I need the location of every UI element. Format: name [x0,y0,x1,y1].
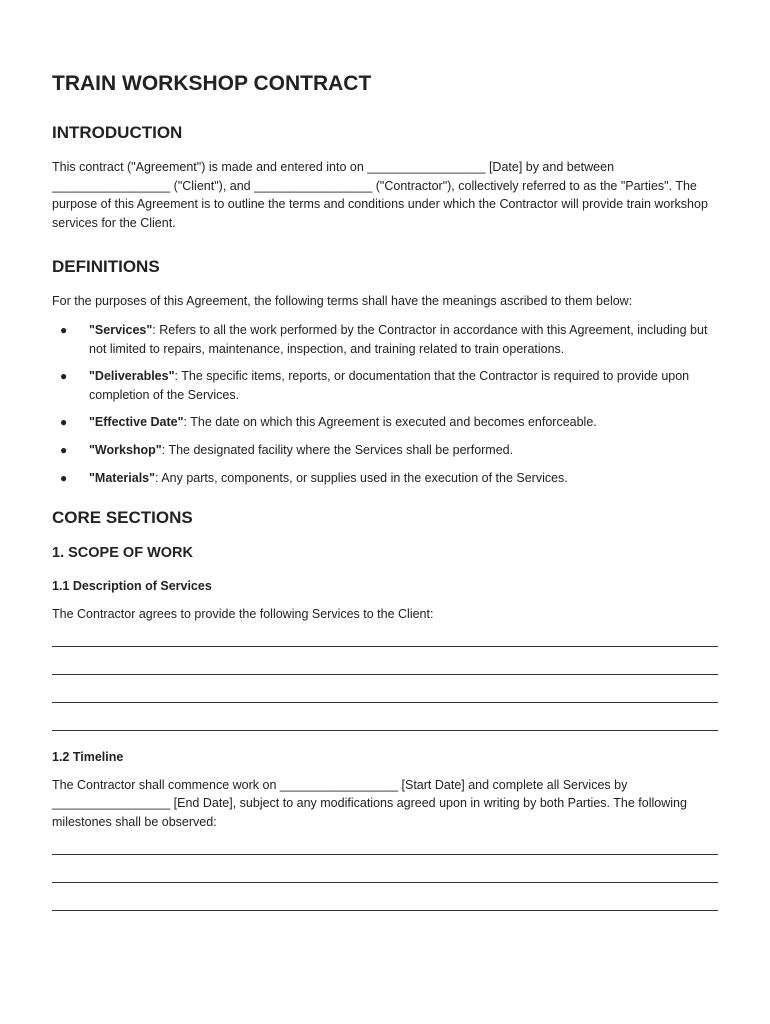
definition-text: : The specific items, reports, or documentation that the Contractor is required to provide upon completion of the Services. [89,369,690,402]
definition-term: "Materials" [89,470,156,485]
fill-in-line[interactable] [52,870,718,883]
fill-in-line[interactable] [52,842,718,855]
definition-text: : Any parts, components, or supplies used in the execution of the Services. [155,470,568,485]
bullet-icon: ● [60,415,68,430]
fill-in-line[interactable] [52,662,718,675]
scope-of-work-heading: 1. SCOPE OF WORK [52,545,193,562]
fill-in-line[interactable] [52,634,718,647]
timeline-text: The Contractor shall commence work on _________________ [Start Date] and complete all Services by _________________ [End Date], subject to any modifications agreed upon in writing by both Parties. The following milestones shall be observed: [52,777,687,829]
description-of-services-heading: 1.1 Description of Services [52,579,212,594]
page-title: TRAIN WORKSHOP CONTRACT [52,72,372,95]
definition-term: "Deliverables" [89,369,175,384]
fill-in-line[interactable] [52,690,718,703]
bullet-icon: ● [60,470,68,485]
introduction-heading: INTRODUCTION [52,123,183,142]
fill-in-line[interactable] [52,718,718,731]
list-item [52,413,720,432]
definition-text: : Refers to all the work performed by the Contractor in accordance with this Agreement, including but not limited to repairs, maintenance, inspection, and training related to train operations. [89,322,708,356]
definitions-heading: DEFINITIONS [52,257,160,277]
list-item [52,367,720,404]
fill-in-line[interactable] [52,898,718,911]
introduction-text: This contract ("Agreement") is made and entered into on _________________ [Date] by and between _________________ ("Client"), and _________________ ("Contractor"), collectively referred to as the "Parties". The purpose of this Agreement is to outline the terms and conditions under which the Contractor will provide train workshop services for the Client. [52,160,708,230]
timeline-heading: 1.2 Timeline [52,749,124,764]
core-sections-heading: CORE SECTIONS [52,508,193,528]
bullet-icon: ● [60,442,68,457]
bullet-icon: ● [60,322,68,337]
list-item [52,441,720,460]
definition-text: : The designated facility where the Services shall be performed. [161,442,514,457]
definition-term: "Effective Date" [89,415,184,430]
definition-term: "Services" [89,322,153,337]
description-of-services-text: The Contractor agrees to provide the following Services to the Client: [52,607,434,622]
list-item [52,321,720,358]
definitions-intro: For the purposes of this Agreement, the following terms shall have the meanings ascribed to them below: [52,294,633,309]
document-page [52,70,720,926]
definitions-list [52,321,720,487]
list-item [52,469,720,488]
definition-term: "Workshop" [89,442,162,457]
bullet-icon: ● [60,369,68,384]
definition-text: : The date on which this Agreement is executed and becomes enforceable. [183,415,597,430]
